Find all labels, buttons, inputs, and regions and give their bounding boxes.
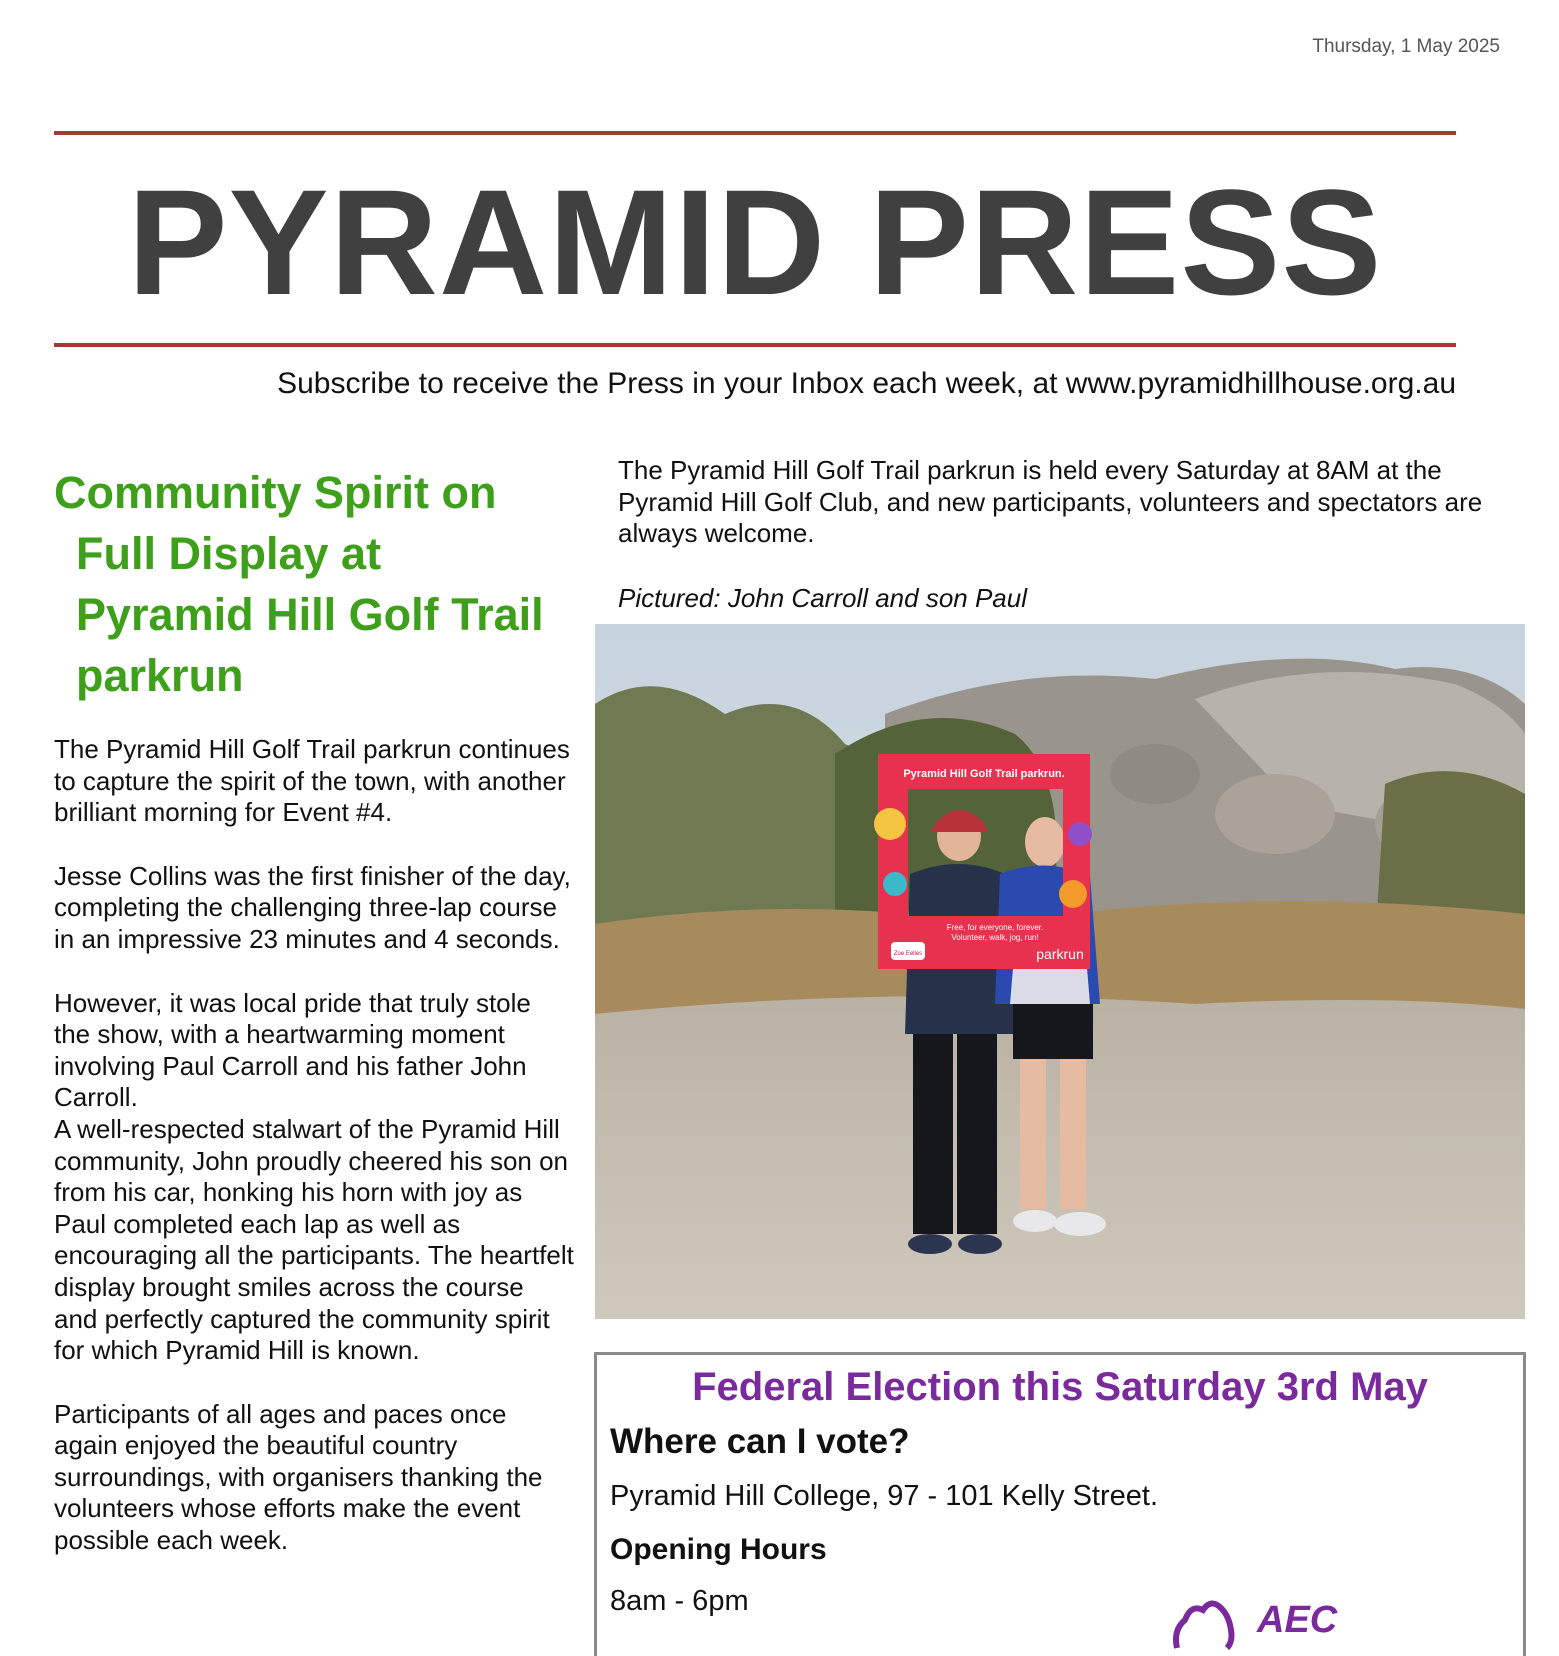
article-paragraph: Participants of all ages and paces once again enjoyed the beautiful country surroundings, with organisers thanking the volunteers whose efforts make the event possible each week.	[54, 1398, 543, 1556]
masthead-top-rule	[54, 131, 1456, 135]
headline-line: Full Display at	[76, 528, 382, 579]
article-left-column	[54, 462, 574, 1557]
masthead-title: PYRAMID PRESS	[127, 158, 1383, 326]
photo-caption: Pictured: John Carroll and son Paul	[618, 583, 1028, 613]
election-title: Federal Election this Saturday 3rd May	[692, 1365, 1428, 1409]
frame-brand: parkrun	[1036, 946, 1084, 962]
article-paragraph: However, it was local pride that truly stole the show, with a heartwarming moment involving Paul Carroll and his father John Carroll.	[54, 987, 531, 1113]
article-paragraph: Jesse Collins was the first finisher of the day, completing the challenging three-lap course in an impressive 23 minutes and 4 seconds.	[54, 860, 571, 954]
issue-date: Thursday, 1 May 2025	[1312, 36, 1500, 57]
frame-title: Pyramid Hill Golf Trail parkrun.	[903, 768, 1065, 780]
parkrun-photo	[595, 624, 1525, 1319]
polling-location: Pyramid Hill College, 97 - 101 Kelly Street.	[610, 1480, 1159, 1512]
article-right-column	[618, 455, 1518, 550]
aec-logo	[1167, 1590, 1367, 1650]
frame-decoration	[883, 872, 907, 896]
frame-decoration	[1068, 822, 1092, 846]
headline-line: parkrun	[76, 650, 244, 701]
opening-hours-heading: Opening Hours	[610, 1533, 827, 1566]
frame-decoration	[1059, 880, 1087, 908]
article-body	[54, 734, 574, 1557]
article-headline	[54, 462, 574, 706]
frame-slogan: Volunteer, walk, jog, run!	[951, 933, 1039, 942]
article-paragraph: The Pyramid Hill Golf Trail parkrun continues to capture the spirit of the town, with another brilliant morning for Event #4.	[54, 734, 570, 828]
frame-decoration	[874, 808, 906, 840]
frame-badge: Zoe Eelles	[893, 951, 923, 957]
australia-outline-icon	[1176, 1603, 1232, 1648]
opening-hours: 8am - 6pm	[610, 1585, 749, 1617]
aec-logo-text: AEC	[1257, 1599, 1338, 1641]
boulder	[1110, 744, 1200, 804]
where-vote-heading: Where can I vote?	[610, 1422, 910, 1461]
headline-line: Community Spirit on	[54, 467, 497, 518]
frame-slogan: Free, for everyone, forever.	[946, 923, 1044, 932]
headline-line: Pyramid Hill Golf Trail	[76, 589, 544, 640]
article-paragraph: A well-respected stalwart of the Pyramid Hill community, John proudly cheered his son on from his car, honking his horn with joy as Paul completed each lap as well as encouraging all the participants. The heartfelt display brought smiles across the course and perfectly captured the community spirit for which Pyramid Hill is known.	[54, 1113, 574, 1366]
boulder	[1215, 774, 1335, 854]
election-box	[594, 1352, 1526, 1656]
masthead-bottom-rule	[54, 343, 1456, 347]
subscribe-line: Subscribe to receive the Press in your Inbox each week, at www.pyramidhillhouse.org.au	[277, 367, 1456, 400]
parkrun-intro: The Pyramid Hill Golf Trail parkrun is held every Saturday at 8AM at the Pyramid Hill Golf Club, and new participants, volunteers and spectators are always welcome.	[618, 455, 1483, 549]
